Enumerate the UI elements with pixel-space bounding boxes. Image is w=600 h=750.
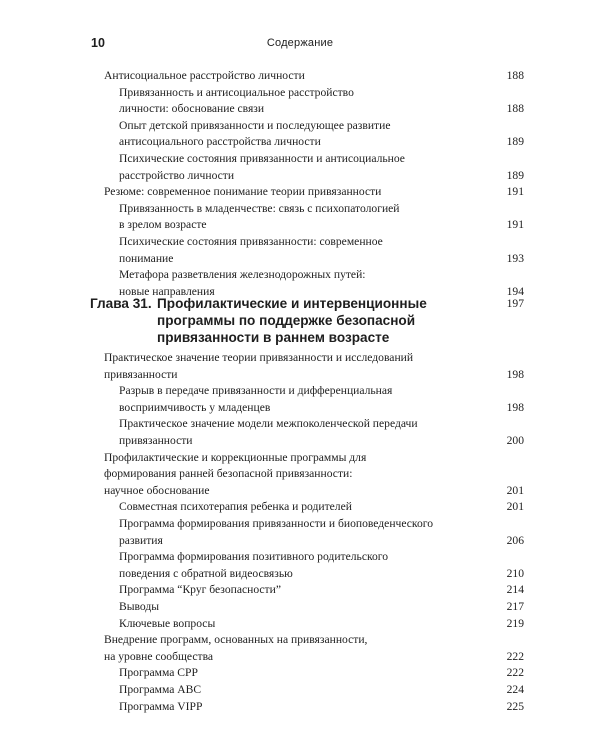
toc-entry-title: Метафора разветвления железнодорожных путей: новые направления [119,268,366,298]
toc-entry-page-number: 198 [506,400,524,414]
toc-entry-page-number: 191 [506,218,524,232]
toc-entry-title: Психические состояния привязанности и антисоциальное расстройство личности [119,152,405,182]
toc-entry-title: Программа VIPP [119,699,203,713]
toc-entry-title: Психические состояния привязанности: современное понимание [119,235,383,265]
toc-entry-title: Программа формирования позитивного родительского поведения с обратной видеосвязью [119,550,389,580]
chapter-label: Глава 31. [90,296,152,311]
toc-entry-page-number: 225 [506,699,524,713]
running-head: Содержание [266,37,334,49]
toc-entry-title: Программа “Круг безопасности” [119,583,281,597]
toc-entry-page-number: 210 [506,566,524,580]
toc-entry-page-number: 222 [506,666,524,680]
toc-entry-page-number: 224 [506,683,524,696]
toc-entry-title: Практическое значение модели межпоколенческой передачи привязанности [119,417,418,447]
chapter-page-number: 197 [506,297,524,310]
toc-entry-title: Программа АВС [119,683,202,696]
toc-entry-page-number: 191 [506,185,524,199]
toc-entry-title: Профилактические и коррекционные программы для формирования ранней безопасной привязанности: научное обоснование [104,450,367,497]
toc-entry-page-number: 198 [506,367,524,381]
toc-entry-page-number: 201 [506,483,524,497]
toc-entry-title: Антисоциальное расстройство личности [104,69,305,82]
toc-entry-title: Выводы [119,600,160,613]
toc-entry-page-number: 217 [506,600,524,613]
toc-entry-title: Практическое значение теории привязанности и исследований привязанности [104,351,414,381]
toc-entry-title: Совместная психотерапия ребенка и родителей [119,500,352,514]
toc-entry-page-number: 206 [506,533,524,547]
toc-entry-page-number: 222 [506,649,524,663]
toc-entry-title: Внедрение программ, основанных на привязанности, на уровне сообщества [104,633,368,663]
toc-entry-title: Резюме: современное понимание теории привязанности [104,185,382,199]
toc-entry-title: Разрыв в передаче привязанности и дифференциальная восприимчивость у младенцев [119,384,393,414]
toc-entry-page-number: 219 [506,616,524,630]
toc-entry-page-number: 189 [506,168,524,182]
toc-entry-title: Ключевые вопросы [119,616,216,630]
toc-entry-page-number: 193 [506,251,524,265]
toc-entry-page-number: 188 [506,69,524,82]
toc-entry-title: Опыт детской привязанности и последующее развитие антисоциального расстройства личности [119,118,391,149]
toc-entry-title: Программа СРР [119,666,198,680]
toc-entry-page-number: 201 [506,500,524,514]
toc-entry-title: Программа формирования привязанности и биоповеденческого развития [119,517,434,547]
toc-entry-page-number: 200 [506,433,524,447]
page-number: 10 [91,36,105,50]
toc-entry-page-number: 214 [506,583,524,597]
toc-entry-title: Привязанность и антисоциальное расстройство личности: обоснование связи [119,85,354,116]
toc-entry-page-number: 194 [506,284,524,298]
chapter-title: Профилактические и интервенционные программы по поддержке безопасной привязанности в раннем возрасте [157,296,427,345]
toc-entry-page-number: 189 [506,135,524,149]
toc-entry-title: Привязанность в младенчестве: связь с психопатологией в зрелом возрасте [119,201,400,232]
toc-entry-page-number: 188 [506,102,524,116]
